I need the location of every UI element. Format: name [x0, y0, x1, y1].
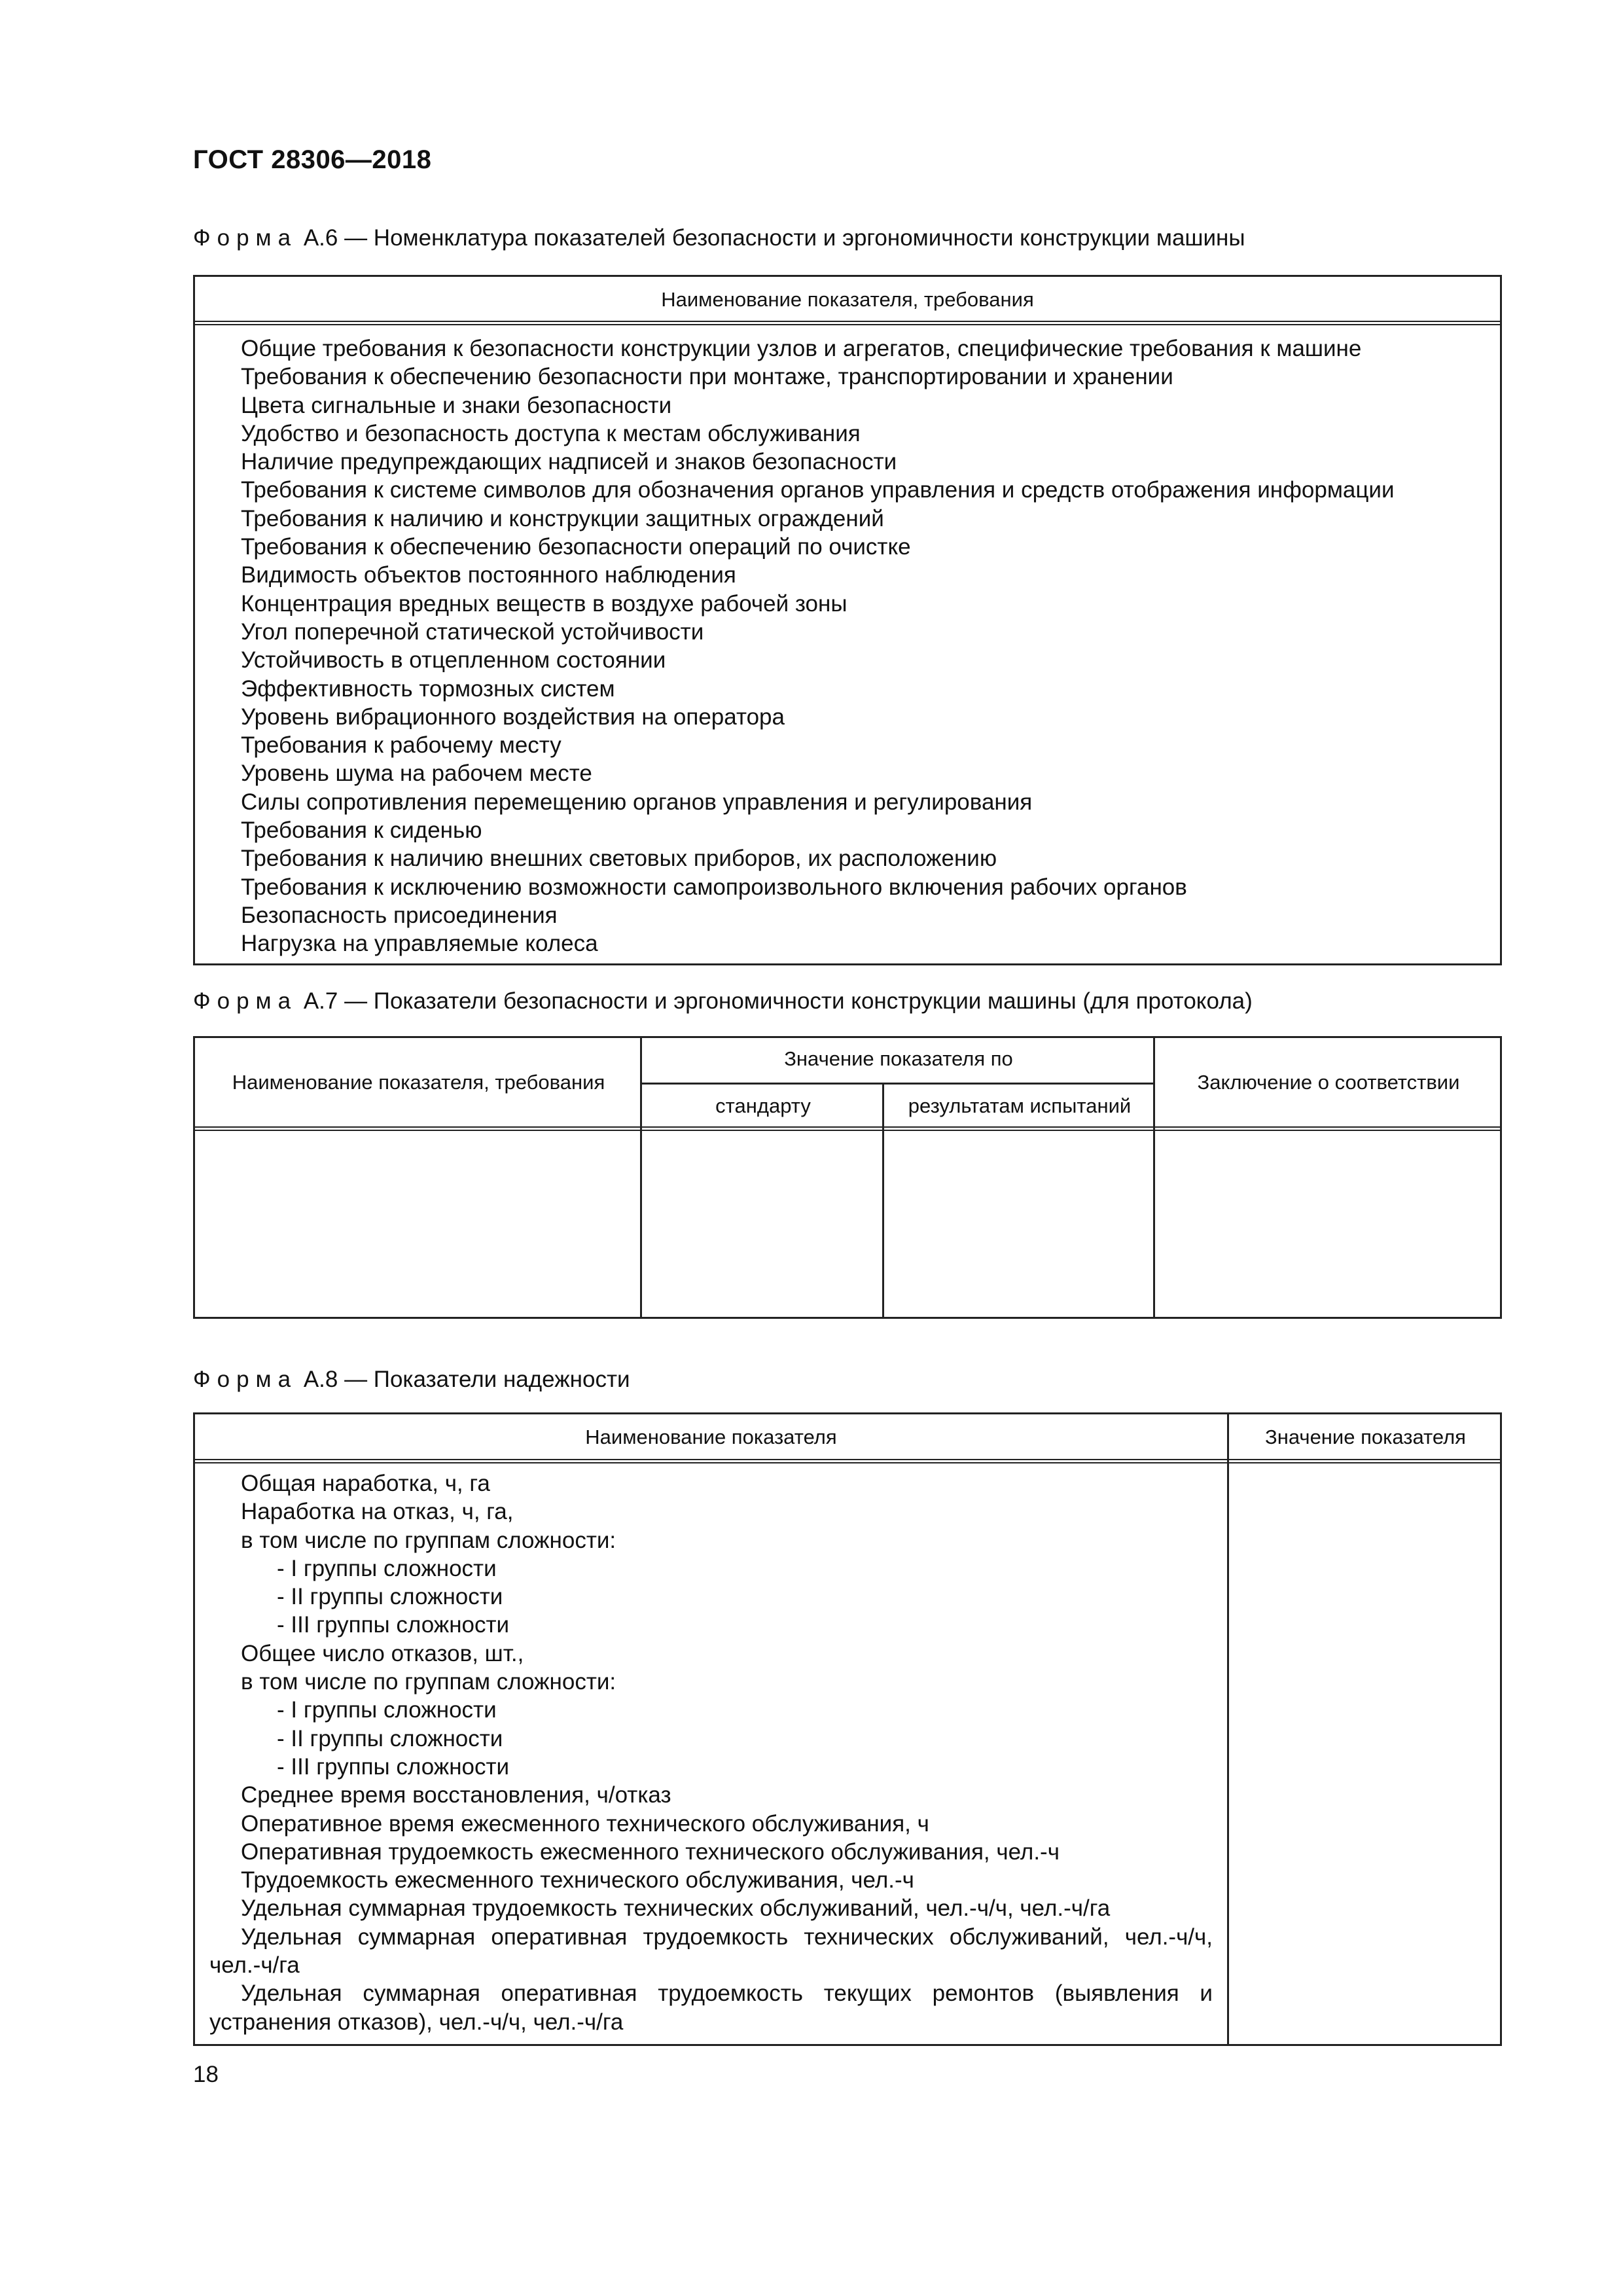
form-a8-row: Удельная суммарная трудоемкость технических обслуживаний, чел.-ч/ч, чел.-ч/га — [241, 1895, 1111, 1922]
form-a7-col-results — [884, 1038, 1155, 1317]
form-a6-item: Уровень шума на рабочем месте — [241, 761, 592, 787]
form-a6-item: Безопасность присоединения — [241, 902, 558, 928]
form-word: Форма — [193, 1367, 298, 1392]
form-a6-item: Требования к системе символов для обозначения органов управления и средств отображения информации — [241, 477, 1395, 503]
form-a8-table — [193, 1412, 1502, 2046]
form-a8-row: Среднее время восстановления, ч/отказ — [241, 1782, 671, 1808]
form-a7-table — [193, 1036, 1502, 1319]
form-a8-row: в том числе по группам сложности: — [241, 1527, 616, 1553]
form-a8-row: Удельная суммарная оперативная трудоемкость текущих ремонтов (выявления и устранения отказов), чел.-ч/ч, чел.-ч/га — [209, 1981, 1213, 2035]
form-a8-row: Трудоемкость ежесменного технического обслуживания, чел.-ч — [241, 1867, 914, 1893]
form-a8-column-divider — [1227, 1414, 1229, 2044]
form-word: Форма — [193, 988, 298, 1014]
form-a7-caption — [193, 988, 1253, 1014]
form-a8-row: Удельная суммарная оперативная трудоемкость технических обслуживаний, чел.-ч/ч, чел.-ч/га — [209, 1924, 1213, 1979]
form-a6-item: Требования к рабочему месту — [241, 732, 562, 759]
form-a6-item: Требования к обеспечению безопасности операций по очистке — [241, 534, 911, 560]
form-a7-col-name-label: Наименование показателя, требования — [232, 1071, 605, 1094]
form-a6-item: Удобство и безопасность доступа к местам обслуживания — [241, 420, 861, 446]
form-a6-item: Устойчивость в отцепленном состоянии — [241, 647, 666, 673]
form-a6-item: Силы сопротивления перемещению органов управления и регулирования — [241, 789, 1033, 815]
form-a8-row: - I группы сложности — [277, 1555, 497, 1581]
form-a8-row: Оперативное время ежесменного технического обслуживания, ч — [241, 1810, 929, 1837]
form-a6-item: Требования к наличию внешних световых приборов, их расположению — [241, 846, 997, 872]
form-a8-row: Общее число отказов, шт., — [241, 1640, 524, 1666]
form-a6-item: Требования к исключению возможности самопроизвольного включения рабочих органов — [241, 874, 1187, 900]
form-a6-item: Цвета сигнальные и знаки безопасности — [241, 392, 672, 418]
form-a8-row: - II группы сложности — [277, 1725, 503, 1751]
form-a7-col-standard-label: стандарту — [715, 1094, 811, 1117]
form-a8-row: - II группы сложности — [277, 1584, 503, 1610]
form-a6-title: А.6 — Номенклатура показателей безопасности и эргономичности конструкции машины — [303, 225, 1245, 251]
form-a8-row: Общая наработка, ч, га — [241, 1471, 490, 1496]
page-number: 18 — [193, 2062, 219, 2087]
form-a6-item: Угол поперечной статической устойчивости — [241, 619, 704, 645]
form-a6-item: Требования к обеспечению безопасности при монтаже, транспортировании и хранении — [241, 364, 1173, 390]
form-a6-item: Видимость объектов постоянного наблюдения — [241, 562, 736, 588]
form-a8-caption — [193, 1367, 630, 1393]
form-a6-item: Общие требования к безопасности конструкции узлов и агрегатов, специфические требования к машине — [241, 336, 1362, 361]
form-a6-item: Наличие предупреждающих надписей и знаков безопасности — [241, 449, 897, 475]
form-a6-item: Концентрация вредных веществ в воздухе рабочей зоны — [241, 590, 847, 617]
form-a7-col-results-label: результатам испытаний — [908, 1094, 1132, 1117]
form-a8-row: Оперативная трудоемкость ежесменного технического обслуживания, чел.-ч — [241, 1839, 1060, 1865]
form-a8-title: А.8 — Показатели надежности — [303, 1367, 630, 1392]
form-a7-title: А.7 — Показатели безопасности и эргономичности конструкции машины (для протокола) — [303, 988, 1253, 1014]
form-a6-item: Требования к наличию и конструкции защитных ограждений — [241, 505, 884, 531]
form-a8-row: Наработка на отказ, ч, га, — [241, 1499, 514, 1525]
form-a6-items — [195, 325, 1500, 958]
form-a8-col-name-label: Наименование показателя — [585, 1426, 837, 1448]
form-a7-header-divider — [195, 1126, 1500, 1131]
form-a8-rows — [195, 1469, 1227, 2036]
document-header: ГОСТ 28306—2018 — [193, 145, 432, 174]
form-a6-caption — [193, 225, 1245, 251]
form-word: Форма — [193, 225, 298, 251]
form-a8-row: - III группы сложности — [277, 1612, 510, 1638]
form-a7-col-conclusion-label: Заключение о соответствии — [1197, 1071, 1460, 1094]
form-a6-item: Эффективность тормозных систем — [241, 675, 615, 702]
form-a8-row: - III группы сложности — [277, 1753, 510, 1780]
form-a6-item: Нагрузка на управляемые колеса — [241, 931, 598, 957]
form-a8-col-value-label: Значение показателя — [1265, 1426, 1466, 1448]
form-a6-item: Уровень вибрационного воздействия на оператора — [241, 704, 785, 730]
form-a7-col-value-group-label: Значение показателя по — [784, 1047, 1013, 1070]
form-a6-column-header: Наименование показателя, требования — [195, 277, 1500, 325]
form-a8-row: - I группы сложности — [277, 1697, 497, 1723]
form-a6-table — [193, 275, 1502, 965]
form-a8-row: в том числе по группам сложности: — [241, 1669, 616, 1695]
form-a7-col-standard — [642, 1084, 884, 1317]
form-a7-subheader-divider — [642, 1083, 1155, 1085]
form-a6-item: Требования к сиденью — [241, 817, 482, 844]
